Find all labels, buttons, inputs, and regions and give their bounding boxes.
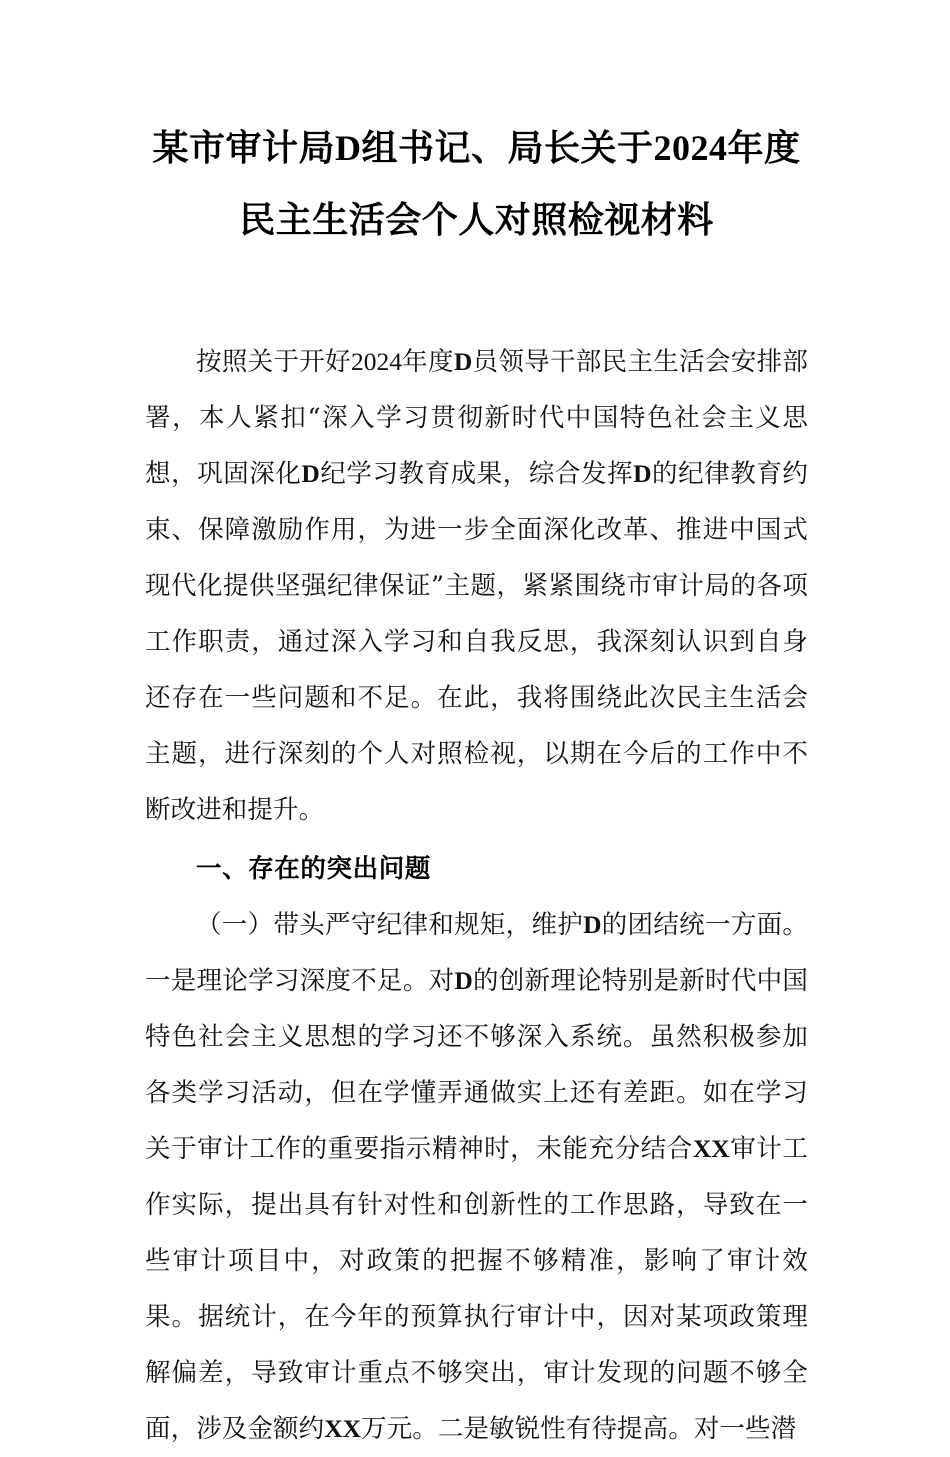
section-heading-1: 一、存在的突出问题 bbox=[196, 855, 431, 883]
page-title bbox=[145, 0, 808, 256]
page-title-line-2: 民主生活会个人对照检视材料 bbox=[239, 200, 714, 240]
page-title-line-1: 某市审计局D组书记、局长关于2024年度 bbox=[152, 128, 801, 168]
paragraph-intro: 按照关于开好2024年度D员领导干部民主生活会安排部署，本人紧扣“深入学习贯彻新时代中国特色社会主义思想，巩固深化D纪学习教育成果，综合发挥D的纪律教育约束、保障激励作用，为进一步全面深化改革、推进中国式现代化提供坚强纪律保证”主题，紧紧围绕市审计局的各项工作职责，通过深入学习和自我反思，我深刻认识到自身还存在一些问题和不足。在此，我将围绕此次民主生活会主题，进行深刻的个人对照检视，以期在今后的工作中不断改进和提升。 bbox=[145, 347, 808, 825]
paragraph-section-1-item-1: （一）带头严守纪律和规矩，维护D的团结统一方面。一是理论学习深度不足。对D的创新理论特别是新时代中国特色社会主义思想的学习还不够深入系统。虽然积极参加各类学习活动，但在学懂弄通做实上还有差距。如在学习关于审计工作的重要指示精神时，未能充分结合XX审计工作实际，提出具有针对性和创新性的工作思路，导致在一些审计项目中，对政策的把握不够精准，影响了审计效果。据统计，在今年的预算执行审计中，因对某项政策理解偏差，导致审计重点不够突出，审计发现的问题不够全面，涉及金额约XX万元。二是敏锐性有待提高。对一些潜 bbox=[145, 910, 808, 1444]
